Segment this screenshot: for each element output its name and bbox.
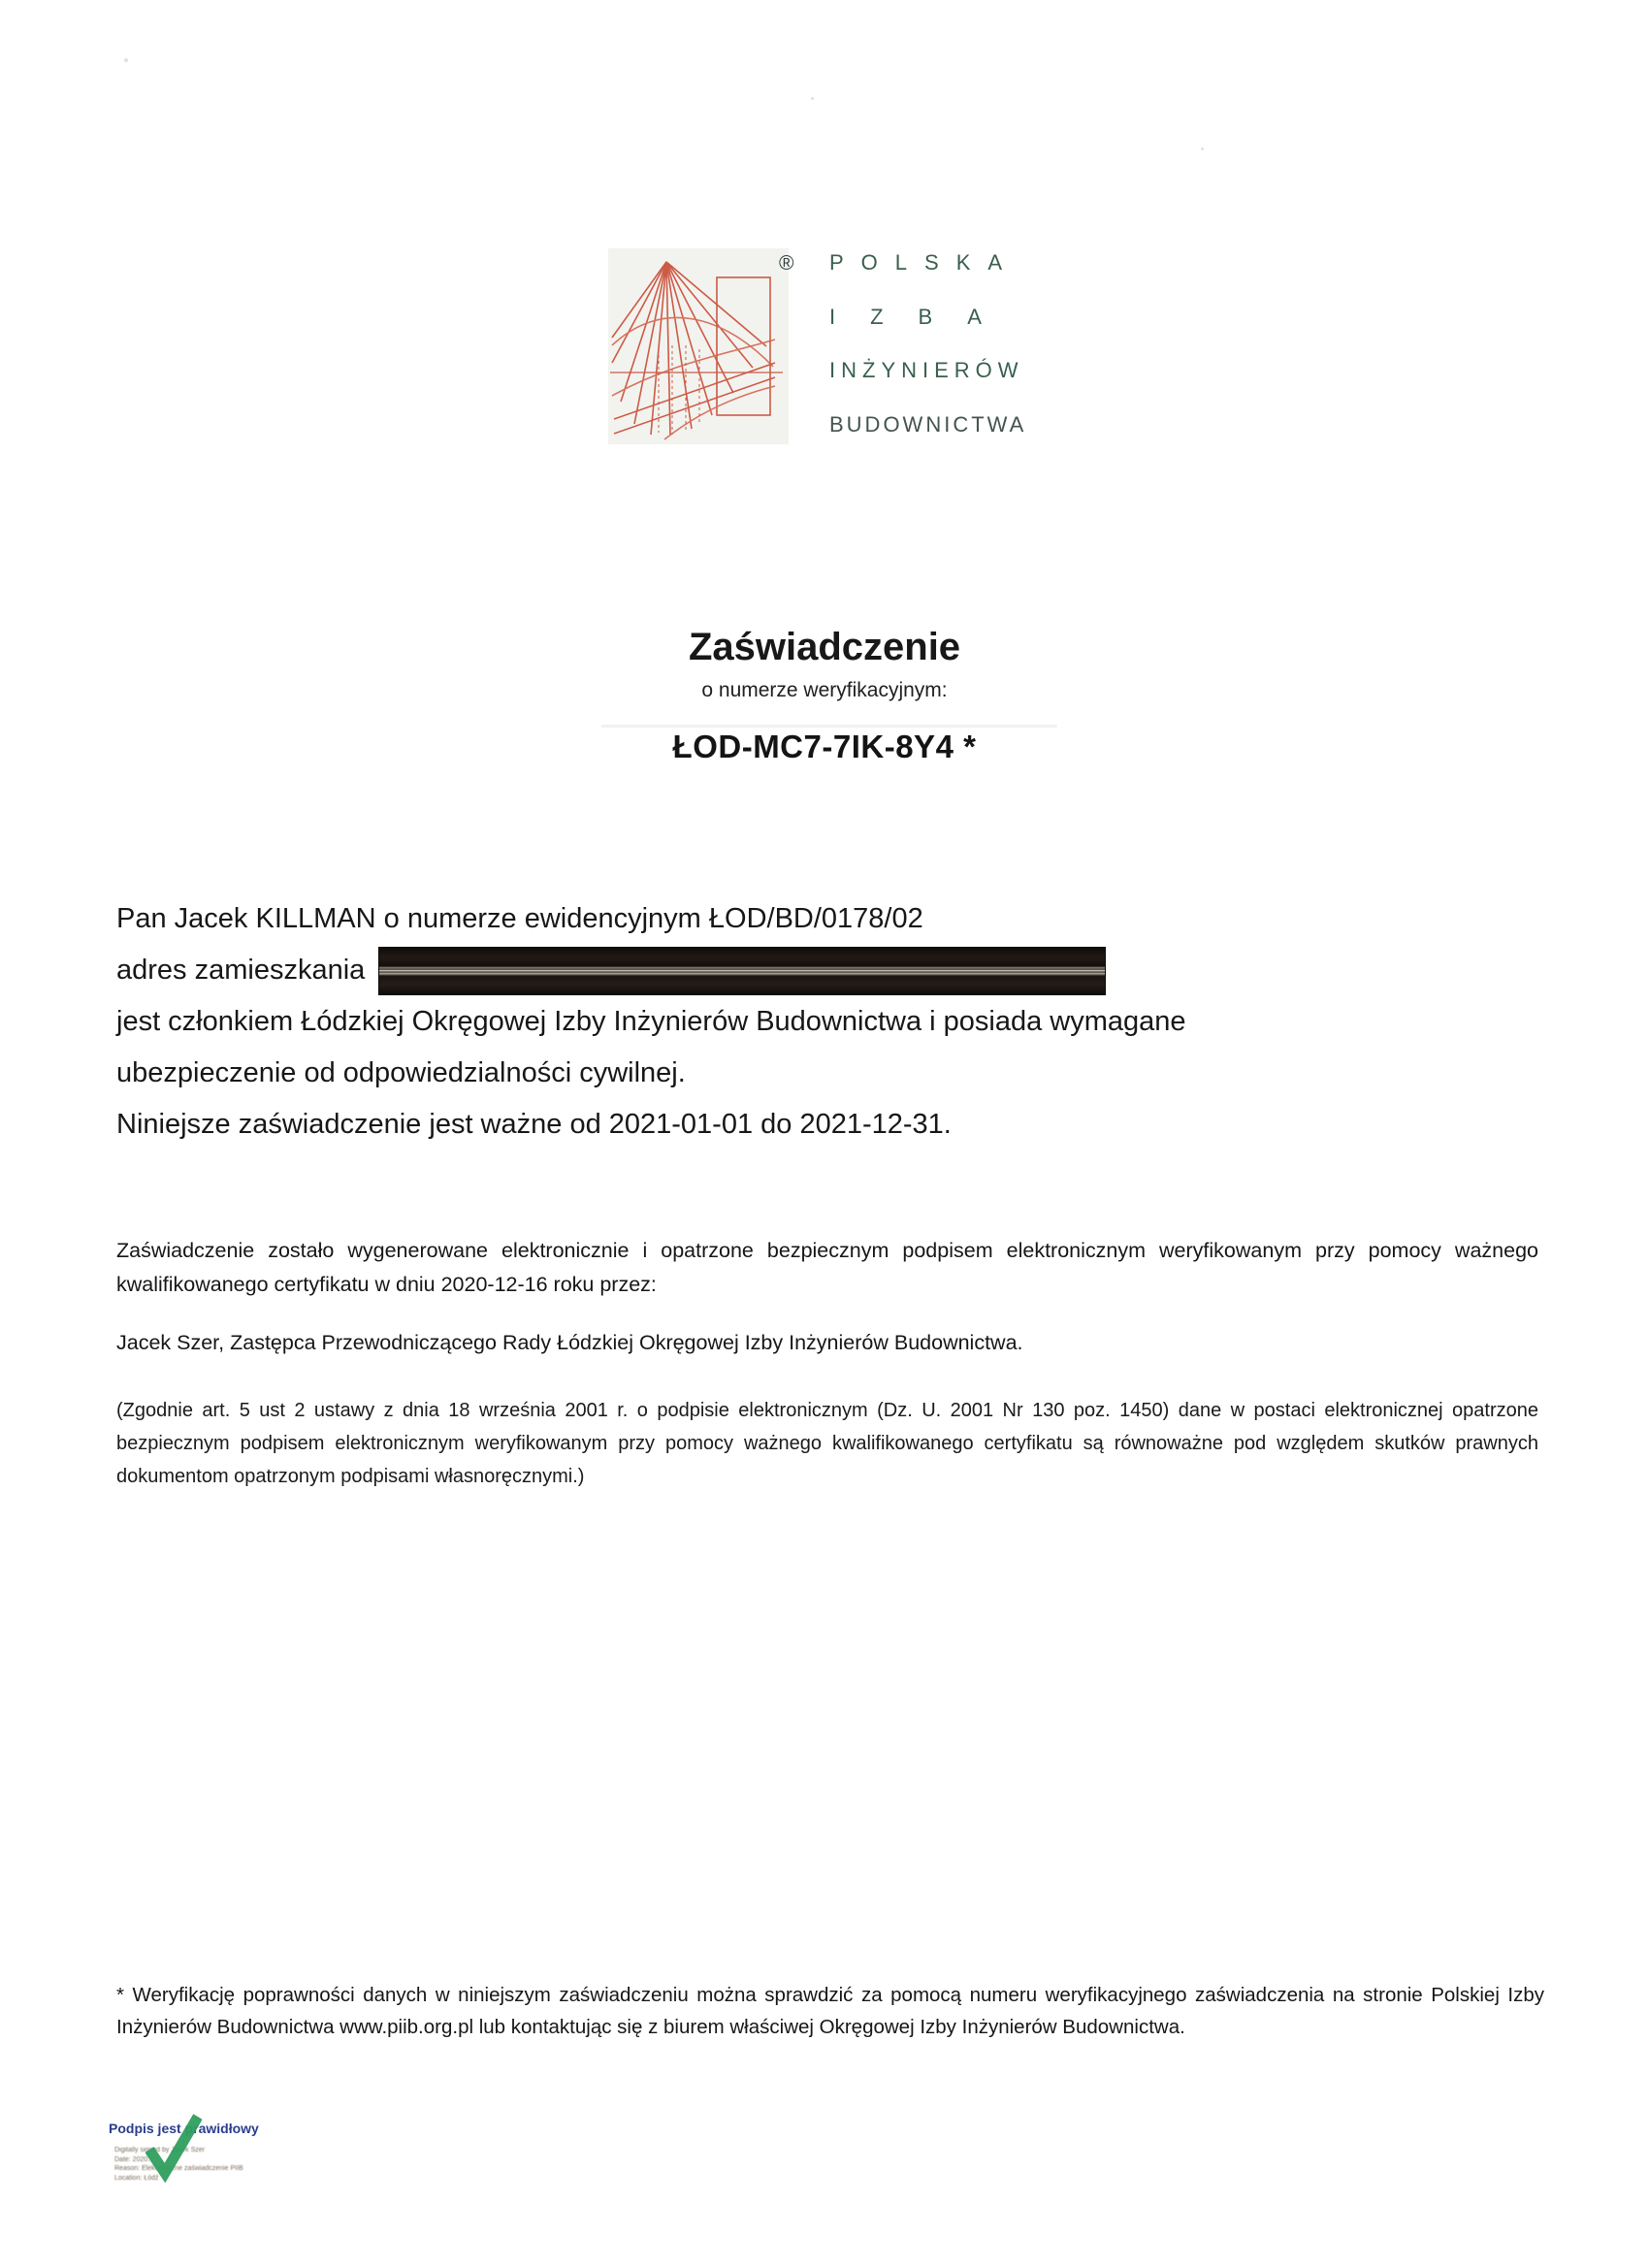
insurance-line: ubezpieczenie od odpowiedzialności cywilnej. — [116, 1057, 686, 1088]
signer-line: Jacek Szer, Zastępca Przewodniczącego Rady Łódzkiej Okręgowej Izby Inżynierów Budownictwa. — [116, 1331, 1023, 1354]
signature-stamp — [107, 2121, 359, 2227]
scan-speck — [1201, 147, 1204, 150]
validity-line: Niniejsze zaświadczenie jest ważne od 2021-01-01 do 2021-12-31. — [116, 1109, 952, 1140]
verification-number: ŁOD-MC7-7IK-8Y4 * — [672, 729, 977, 764]
membership-line: jest członkiem Łódzkiej Okręgowej Izby Inżynierów Budownictwa i posiada wymagane — [116, 1006, 1186, 1037]
logo-wordmark-line: POLSKA — [829, 250, 1020, 275]
signature-detail-line: Date: 2020... — [114, 2155, 154, 2163]
logo-wordmark-line: IZBA — [829, 305, 1017, 329]
scan-streak — [601, 725, 1057, 728]
registered-trademark-icon: ® — [779, 252, 794, 275]
certificate-body — [116, 893, 1542, 1150]
address-label: adres zamieszkania — [116, 955, 366, 986]
legal-note: (Zgodnie art. 5 ust 2 ustawy z dnia 18 września 2001 r. o podpisie elektronicznym (Dz. U. 2001 Nr 130 poz. 1450) dane w postaci elektronicznej opatrzone bezpiecznym podpisem elektronicznym weryfikowanym przy pomocy ważnego kwalifikowanego certyfikatu są równoważne pod względem skutków prawnych dokumentom opatrzonym podpisami własnoręcznymi.) — [116, 1400, 1538, 1487]
verification-label: o numerze weryfikacyjnym: — [701, 679, 948, 701]
logo-wordmark-line: INŻYNIERÓW — [829, 358, 1024, 382]
logo-wordmark-line: BUDOWNICTWA — [829, 412, 1027, 437]
scan-speck — [124, 58, 128, 62]
scan-speck — [811, 97, 814, 100]
address-line — [116, 945, 1542, 996]
e-signature-paragraph: Zaświadczenie zostało wygenerowane elektronicznie i opatrzone bezpiecznym podpisem elektronicznym weryfikowanym przy pomocy ważnego kwalifikowanego certyfikatu w dniu 2020-12-16 roku przez: — [116, 1239, 1538, 1296]
signature-detail-line: Digitally signed by Jacek Szer — [114, 2147, 205, 2154]
bridge-logo-icon — [608, 248, 789, 444]
piib-logo — [608, 248, 1025, 452]
page-title: Zaświadczenie — [688, 626, 961, 668]
signature-status-text: Podpis jest prawidłowy — [109, 2121, 259, 2136]
signature-detail-line: Location: Łódź — [114, 2174, 159, 2182]
member-name-line: Pan Jacek KILLMAN o numerze ewidencyjnym ŁOD/BD/0178/02 — [116, 903, 923, 934]
valid-signature-check-icon — [146, 2113, 202, 2183]
signature-detail-line: Reason: Elektroniczne zaświadczenie PIIB — [114, 2165, 243, 2172]
redacted-address-bar — [378, 947, 1106, 995]
verification-footnote: * Weryfikację poprawności danych w niniejszym zaświadczeniu można sprawdzić za pomocą numeru weryfikacyjnego zaświadczenia na stronie Polskiej Izby Inżynierów Budownictwa www.piib.org.pl lub kontaktując się z biurem właściwej Okręgowej Izby Inżynierów Budownictwa. — [116, 1984, 1544, 2038]
